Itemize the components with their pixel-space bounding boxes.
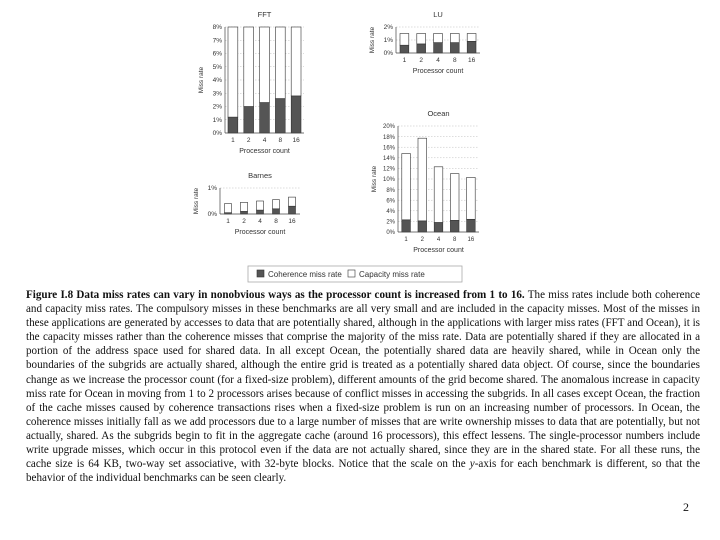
y-tick-label: 2% <box>383 24 393 32</box>
y-tick-label: 0% <box>386 230 395 237</box>
caption-axis-var: y <box>469 458 475 471</box>
bar-coherence <box>260 103 270 133</box>
y-tick-label: 0% <box>383 50 393 58</box>
x-tick-label: 2 <box>246 137 251 144</box>
y-tick-label: 8% <box>212 24 222 32</box>
y-tick-label: 5% <box>212 63 222 71</box>
chart-title: LU <box>433 10 443 19</box>
y-tick-label: 1% <box>383 37 393 45</box>
bar-coherence <box>257 210 264 214</box>
bar-capacity <box>434 34 443 43</box>
page-number: 2 <box>683 500 689 514</box>
bar-coherence <box>273 209 280 214</box>
x-tick-label: 1 <box>402 57 407 64</box>
caption-body-1: The miss rates include both coherence and capacity miss rates. The compulsory misses in these benchmarks are all very small and are included in the capacity misses. Most of the misses in these applications are generated by accesses to data that are potentially shared, although in the applications with larger miss rates (FFT and Ocean), it is the capacity misses rather than the coherence misses that comprise the majority of the miss rate. Data are potentially shared if they are allocated in a portion of the address space used for shared data. In all except Ocean, the potentially shared data are heavily shared, while in Ocean only the boundaries of the subgrids are actually shared, although the entire grid is treated as a potentially shared data object. Of course, since the boundaries change as we increase the processor count (for a fixed-size problem), different amounts of the grid become shared. The anomalous increase in capacity miss rate for Ocean in moving from 1 to 2 processors arises because of conflict misses in accessing the subgrids. In all cases except Ocean, the fraction of the cache misses caused by coherence transactions rises when a fixed-size problem is run on an increasing number of processors. In Ocean, the coherence misses initially fall as we add processors due to a large number of misses that are write ownership misses to data that are potentially, but not actually, shared. As the subgrids begin to fit in the aggregate cache (around 16 processors), this effect lessens. The single-processor numbers include write upgrade misses, which occur in this protocol even if the data are not actually shared, since they are in the shared state. For all these runs, the cache size is 64 KB, two-way set associative, with 32-byte blocks. Notice that the scale on the <box>26 289 700 471</box>
bar-capacity <box>417 34 426 44</box>
bar-capacity <box>228 27 238 117</box>
y-tick-label: 8% <box>386 187 395 194</box>
bar-capacity <box>467 177 476 219</box>
y-tick-label: 2% <box>386 219 395 226</box>
bar-capacity <box>450 34 459 43</box>
x-tick-label: 4 <box>436 237 441 243</box>
x-axis-label: Processor count <box>234 229 286 236</box>
bar-coherence <box>402 220 411 232</box>
legend-swatch-coherence <box>257 270 264 277</box>
bar-coherence <box>450 43 459 53</box>
y-tick-label: 18% <box>382 134 395 141</box>
bar-coherence <box>244 107 254 134</box>
bar-capacity <box>244 27 254 107</box>
x-axis-label: Processor count <box>412 68 464 75</box>
legend-swatch-capacity <box>348 270 355 277</box>
x-tick-label: 2 <box>419 57 424 64</box>
y-tick-label: 12% <box>382 166 395 173</box>
x-tick-label: 1 <box>404 237 408 243</box>
y-tick-label: 20% <box>382 124 395 131</box>
bar-coherence <box>275 99 285 133</box>
bar-coherence <box>291 96 301 133</box>
bar-capacity <box>434 167 443 223</box>
x-tick-label: 8 <box>452 57 457 64</box>
bar-coherence <box>417 44 426 53</box>
y-tick-label: 4% <box>212 77 222 85</box>
bar-coherence <box>289 206 296 214</box>
y-tick-label: 3% <box>212 90 222 98</box>
bar-coherence <box>434 43 443 53</box>
y-axis-label: Miss rate <box>369 26 376 54</box>
y-axis-label: Miss rate <box>193 187 200 215</box>
chart-barnes <box>193 171 300 236</box>
bar-coherence <box>450 220 459 232</box>
bar-capacity <box>402 154 411 220</box>
chart-title: Ocean <box>427 109 450 118</box>
bar-capacity <box>241 202 248 211</box>
y-tick-label: 6% <box>212 50 222 58</box>
x-tick-label: 1 <box>226 218 230 225</box>
y-tick-label: 14% <box>382 156 395 162</box>
y-axis-label: Miss rate <box>198 66 205 94</box>
figure-caption <box>26 288 700 485</box>
y-tick-label: 0% <box>207 211 217 219</box>
y-tick-label: 6% <box>386 198 395 205</box>
y-tick-label: 10% <box>382 177 395 184</box>
caption-body-2: -axis for each benchmark is different, so that the behavior of the individual benchmarks can be seen clearly. <box>26 458 700 485</box>
legend-label-capacity: Capacity miss rate <box>359 270 425 279</box>
x-tick-label: 2 <box>420 237 424 243</box>
x-tick-label: 4 <box>262 137 267 144</box>
y-tick-label: 7% <box>212 37 222 45</box>
bar-coherence <box>467 219 476 232</box>
x-tick-label: 8 <box>278 137 283 144</box>
y-tick-label: 0% <box>212 130 222 138</box>
bar-coherence <box>228 117 238 133</box>
bar-coherence <box>400 45 409 53</box>
bar-capacity <box>291 27 301 96</box>
chart-legend <box>248 266 462 282</box>
y-tick-label: 16% <box>382 145 395 152</box>
x-axis-label: Processor count <box>413 247 464 254</box>
x-tick-label: 16 <box>467 57 476 64</box>
y-tick-label: 1% <box>207 185 217 193</box>
y-tick-label: 4% <box>386 209 395 215</box>
x-tick-label: 8 <box>274 218 278 225</box>
bar-capacity <box>275 27 285 99</box>
bar-capacity <box>273 200 280 209</box>
bar-capacity <box>418 138 427 221</box>
chart-fft <box>198 10 304 155</box>
x-tick-label: 8 <box>453 237 457 243</box>
bar-capacity <box>225 204 232 213</box>
chart-ocean <box>371 109 479 254</box>
chart-title: FFT <box>257 10 272 19</box>
y-axis-label: Miss rate <box>371 165 378 193</box>
x-tick-label: 4 <box>436 57 440 64</box>
x-tick-label: 16 <box>292 137 300 144</box>
bar-coherence <box>434 222 443 232</box>
x-axis-label: Processor count <box>239 148 290 155</box>
x-tick-label: 16 <box>467 237 475 243</box>
bar-capacity <box>467 34 476 42</box>
x-tick-label: 1 <box>231 137 235 144</box>
x-tick-label: 4 <box>258 218 262 225</box>
bar-coherence <box>418 221 427 232</box>
bar-capacity <box>289 197 296 206</box>
caption-title: Figure I.8 Data miss rates can vary in nonobvious ways as the processor count is increased from 1 to 16. <box>26 289 525 301</box>
bar-capacity <box>257 201 264 210</box>
chart-lu <box>369 10 480 75</box>
bar-coherence <box>467 41 476 53</box>
x-tick-label: 2 <box>242 218 246 225</box>
y-tick-label: 2% <box>212 103 222 111</box>
chart-title: Barnes <box>248 171 272 180</box>
bar-capacity <box>450 174 459 221</box>
bar-capacity <box>260 27 270 103</box>
bar-capacity <box>400 34 409 46</box>
bar-coherence <box>241 211 248 214</box>
x-tick-label: 16 <box>288 218 296 225</box>
legend-label-coherence: Coherence miss rate <box>268 270 342 279</box>
y-tick-label: 1% <box>212 116 222 124</box>
